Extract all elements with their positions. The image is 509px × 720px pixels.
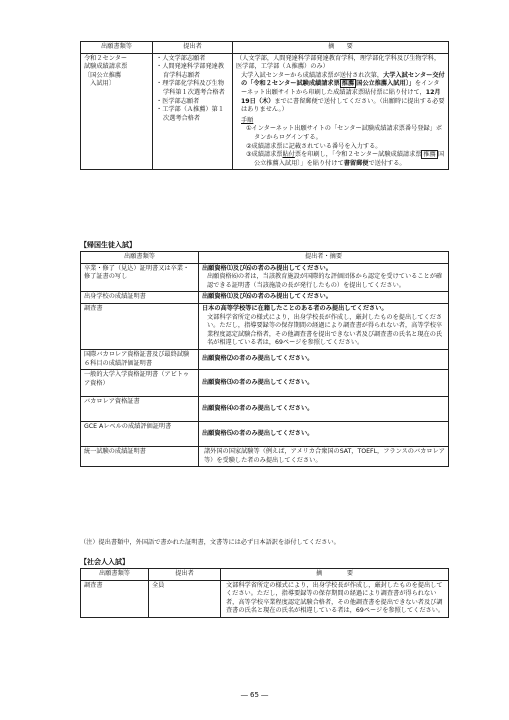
doc-cell: 国際バカロレア資格証書及び最終試験６科目の成績評価証明書 <box>81 349 199 369</box>
submitter-item: ・理学部化学科及び生物学科第１次選考合格者 <box>156 80 225 96</box>
doc-cell: 調査書 <box>81 303 199 349</box>
doc-cell: バカロレア資格証書 <box>81 397 199 422</box>
header-submitter-summary: 提出者・摘要 <box>199 252 449 264</box>
header-submitter: 提出者 <box>149 569 221 581</box>
summary-cell: 文部科学省所定の様式により，出身学校長が作成し，厳封したものを提出してください。ただし，指導要録等の保存期間の経過により調査書が得られない者，高等学校卒業程度認定試験合格者，その他調査書を提出できない者及び調査書の氏名と現在の氏名が相違している者は，69ページを参照してください。 <box>221 580 449 617</box>
footnote: （注）提出書類中，外国語で書かれた証明書，文書等には必ず日本語訳を添付してください。 <box>80 539 340 546</box>
submitter-cell <box>153 53 233 170</box>
header-documents: 出願書類等 <box>81 569 149 581</box>
submitter-item: ・工学部（Ａ推薦）第１次選考合格者 <box>156 106 225 122</box>
summary-cell: 出願資格⑸の者のみ提出してください。 <box>199 422 449 447</box>
procedure-step: ②成績請求票に記載されている番号を入力する。 <box>246 142 382 150</box>
adult-table <box>80 568 449 618</box>
submitter-cell: 全員 <box>149 580 221 617</box>
summary-cell: 日本の高等学校等に在籍したことのある者のみ提出してください。 文部科学省所定の様式により，出身学校長が作成し，厳封したものを提出してください。ただし，指導要録等の保存期間の経過により調査書が得られない者，高等学校卒業程度認定試験合格者，その他調査書を提出できない者及び調査書の氏名と現在の氏名が相違している者は，69ページを参照してください。 <box>199 303 449 349</box>
section-title-adult: 【社会人入試】 <box>80 558 129 566</box>
submitter-item: ・医学部志願者 <box>156 97 200 105</box>
summary-cell: 出願資格⑴及び⑹の者のみ提出してください。 出願資格⑹の者は，当該教育施設が国際的な評価団体から認定を受けていることが確認できる証明書（当該施設の長が発行したもの）を提出してください。 <box>199 263 449 292</box>
instruction-text: 大学入試センターから成績請求票が送付され次第，大学入試センター交付の「令和２センター試験成績請求票 推薦 国公立推薦入試用〕」をインターネット出願サイトから印刷した成績請求票貼付票に貼り付けて，12月19日（木）までに書留郵便で送付してください。（出願時に提出する必要はありません。） <box>241 71 445 114</box>
section-title-returnee: 【帰国生徒入試】 <box>80 241 136 249</box>
center-test-table <box>80 41 449 170</box>
summary-cell: 出願資格⑴及び⑹の者のみ提出してください。 <box>199 292 449 304</box>
procedure-step: ①インターネット出願サイトの「センター試験成績請求票番号登録」ボタンからログインする。 <box>246 125 443 141</box>
summary-cell <box>233 53 449 170</box>
submitter-item: ・人間発達科学部発達教育学科志願者 <box>156 63 225 79</box>
doc-cell: 一般的大学入学資格証明書（アビトゥア資格） <box>81 370 199 397</box>
submitter-item: ・人文学部志願者 <box>156 54 206 62</box>
header-summary: 摘 要 <box>221 569 449 581</box>
returnee-table <box>80 251 449 467</box>
procedure-step: ③成績請求票貼付票を印刷し，「令和２センター試験成績請求票 推薦 国公立推薦入試用〕」を貼り付けて書留郵便で送付する。 <box>246 151 445 167</box>
summary-cell: 出願資格⑶の者のみ提出してください。 <box>199 370 449 397</box>
doc-cell: 統一試験の成績証明書 <box>81 447 199 467</box>
doc-cell: 令和２センター 試験成績請求票 〔国公立推薦 入試用〕 <box>81 53 153 170</box>
summary-cell: 出願資格⑵の者のみ提出してください。 <box>199 349 449 369</box>
procedure-steps <box>236 125 445 168</box>
doc-cell: GCE Aレベルの成績評価証明書 <box>81 422 199 447</box>
summary-cell: 出願資格⑷の者のみ提出してください。 <box>199 397 449 422</box>
scope-text: （人文学部，人間発達科学部発達教育学科，理学部化学科及び生物学科，医学部，工学部（Ａ推薦）のみ） <box>236 54 441 71</box>
header-summary: 摘 要 <box>233 42 449 54</box>
header-documents: 出願書類等 <box>81 42 153 54</box>
doc-cell: 卒業・修了（見込）証明書又は卒業・修了証書の写し <box>81 263 199 292</box>
procedure-label: 手順 <box>241 116 254 124</box>
header-submitter: 提出者 <box>153 42 233 54</box>
header-documents: 出願書類等 <box>81 252 199 264</box>
doc-cell: 出身学校の成績証明書 <box>81 292 199 304</box>
page-number: ― 65 ― <box>240 691 269 699</box>
summary-cell: 諸外国の国家試験等（例えば，アメリカ合衆国のSAT，TOEFL，フランスのバカロレア等）を受験した者のみ提出してください。 <box>199 447 449 467</box>
doc-cell: 調査書 <box>81 580 149 617</box>
